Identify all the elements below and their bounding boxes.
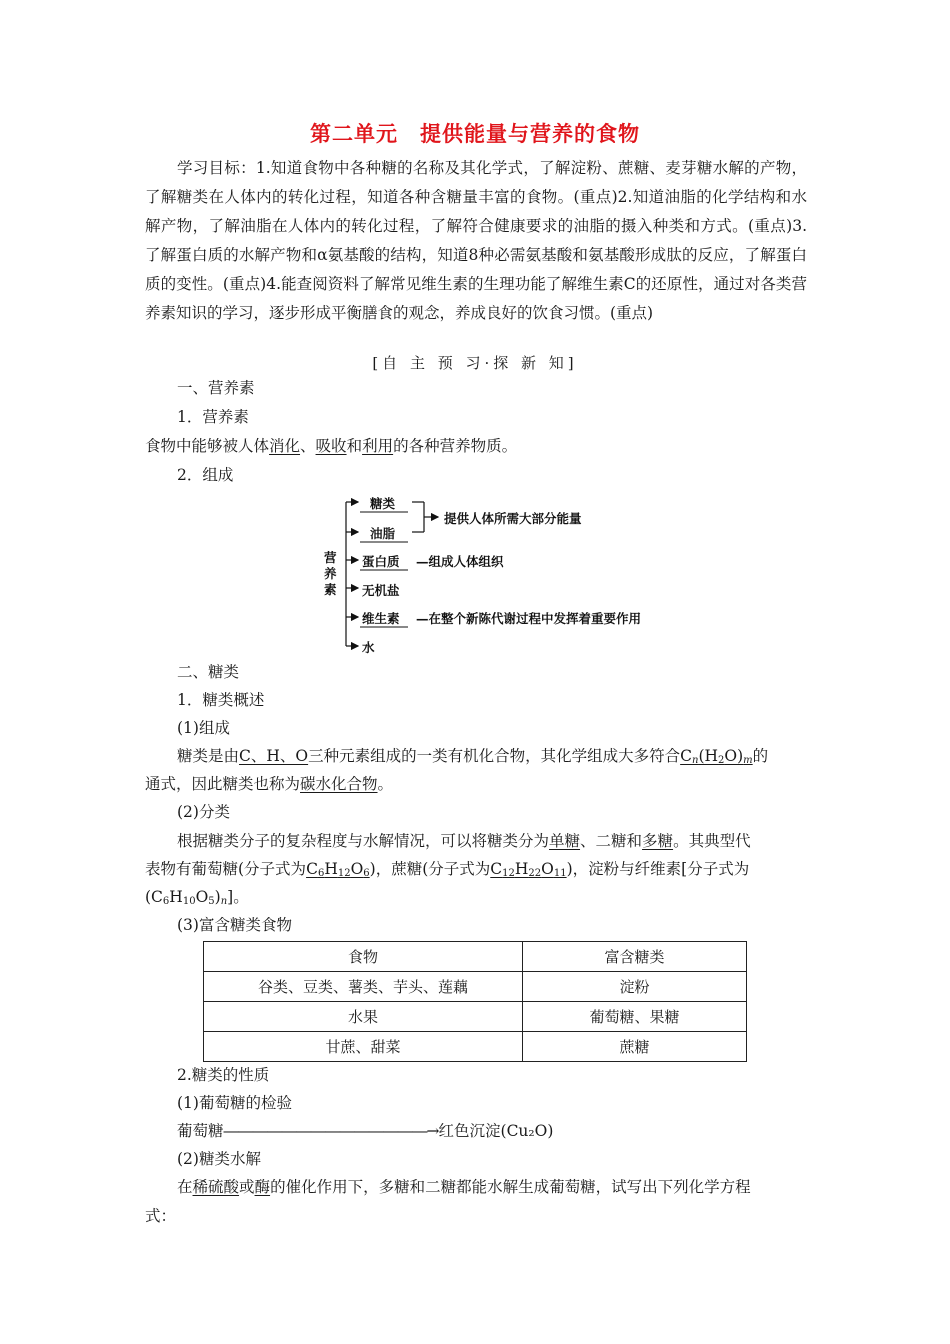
answer-glucose-formula: $C_6H_{12}O_6$ <box>306 860 370 879</box>
formula-part: C <box>680 747 692 765</box>
table-header-row <box>204 942 747 972</box>
answer-utilize: 利用 <box>362 437 394 455</box>
diagram-root-label <box>324 550 338 598</box>
subheading-classification: (2)分类 <box>177 803 230 821</box>
root-char: 养 <box>324 566 337 581</box>
text-span: 的各种营养物质。 <box>393 437 518 455</box>
hydrolysis-line-1 <box>177 1173 751 1202</box>
answer-dilute-acid: 稀硫酸 <box>192 1178 240 1196</box>
answer-carbohydrate: 碳水化合物 <box>300 775 378 793</box>
formula-sub: n <box>692 755 699 766</box>
diagram-item-minerals: 无机盐 <box>362 583 400 598</box>
subheading-composition: 2．组成 <box>177 466 234 484</box>
text-span: 在 <box>177 1178 193 1196</box>
hydrolysis-line-2: 式： <box>145 1207 177 1225</box>
text-span: )，淀粉与纤维素[分子式为 <box>566 860 750 878</box>
column-header: 富含糖类 <box>523 942 747 972</box>
subheading-sugar-properties: 2.糖类的性质 <box>177 1066 270 1084</box>
sugar-foods-table <box>203 941 747 1062</box>
table-cell: 蔗糖 <box>523 1032 747 1062</box>
formula-sub: 2 <box>718 755 725 766</box>
text-span: 根据糖类分子的复杂程度与水解情况，可以将糖类分为 <box>177 832 550 850</box>
text-span: 的催化作用下，多糖和二糖都能水解生成葡萄糖，试写出下列化学方程 <box>270 1178 751 1196</box>
table-cell: 甘蔗、甜菜 <box>204 1032 523 1062</box>
subheading-sugar-foods: (3)富含糖类食物 <box>177 916 292 934</box>
table-cell: 水果 <box>204 1002 523 1032</box>
root-char: 营 <box>324 550 337 565</box>
text-span: 、二糖和 <box>580 832 643 850</box>
heading-sugars: 二、糖类 <box>177 663 240 681</box>
subheading-sugar-overview: 1．糖类概述 <box>177 691 265 709</box>
diagram-note-vitamin: —在整个新陈代谢过程中发挥着重要作用 <box>416 611 642 626</box>
reaction-arrow: ――――――――――――――→ <box>223 1122 439 1140</box>
text-span: 通式，因此糖类也称为 <box>145 775 301 793</box>
answer-monosaccharide: 单糖 <box>549 832 581 850</box>
composition-sentence <box>177 742 768 771</box>
section-banner: [自 主 预 习·探 新 知] <box>372 354 578 372</box>
table-cell: 谷类、豆类、薯类、芋头、莲藕 <box>204 972 523 1002</box>
diagram-item-vitamins: 维生素 <box>362 611 400 626</box>
diagram-note-energy: 提供人体所需大部分能量 <box>444 511 582 526</box>
formula-part: (H <box>698 747 719 765</box>
nutrient-composition-diagram <box>320 488 680 658</box>
text-span: 食物中能够被人体 <box>145 437 270 455</box>
nutrient-definition <box>145 432 517 461</box>
answer-elements: C、H、O <box>239 747 309 765</box>
subheading-composition-1: (1)组成 <box>177 719 230 737</box>
text-span: 的 <box>752 747 769 765</box>
table-row <box>204 1002 747 1032</box>
page-title: 第二单元 提供能量与营养的食物 <box>310 122 640 146</box>
formula-sub: m <box>743 755 753 766</box>
classification-line-2 <box>145 855 749 884</box>
subheading-nutrient-def: 1．营养素 <box>177 408 249 426</box>
column-header: 食物 <box>204 942 523 972</box>
formula-part: O) <box>724 747 744 765</box>
diagram-note-protein: —组成人体组织 <box>416 554 504 569</box>
subheading-hydrolysis: (2)糖类水解 <box>177 1150 261 1168</box>
answer-sucrose-formula: $C_{12}H_{22}O_{11}$ <box>490 860 567 879</box>
text-span: 。 <box>377 775 394 793</box>
text-span: 葡萄糖 <box>177 1122 224 1140</box>
answer-general-formula <box>680 747 753 765</box>
text-span: 和 <box>346 437 363 455</box>
text-span: 红色沉淀(Cu₂O) <box>438 1122 554 1140</box>
table-row <box>204 1032 747 1062</box>
answer-enzyme: 酶 <box>254 1178 271 1196</box>
diagram-item-sugar: 糖类 <box>370 496 396 511</box>
text-span: )，蔗糖(分子式为 <box>369 860 491 878</box>
root-char: 素 <box>324 582 337 597</box>
subheading-glucose-test: (1)葡萄糖的检验 <box>177 1094 292 1112</box>
diagram-item-protein: 蛋白质 <box>362 554 400 569</box>
classification-line-1 <box>177 827 751 856</box>
glucose-test-line <box>177 1117 553 1146</box>
heading-nutrients: 一、营养素 <box>177 379 255 397</box>
text-span: 、 <box>300 437 316 455</box>
text-span: 糖类是由 <box>177 747 240 765</box>
text-span: 表物有葡萄糖(分子式为 <box>145 860 307 878</box>
answer-digest: 消化 <box>269 437 301 455</box>
answer-absorb: 吸收 <box>315 437 347 455</box>
table-cell: 葡萄糖、果糖 <box>523 1002 747 1032</box>
classification-line-3: $(C_6H_{10}O_5)_n$]。 <box>145 888 249 907</box>
table-row <box>204 972 747 1002</box>
answer-polysaccharide: 多糖 <box>642 832 674 850</box>
text-span: 三种元素组成的一类有机化合物，其化学组成大多符合 <box>308 747 681 765</box>
table-cell: 淀粉 <box>523 972 747 1002</box>
composition-sentence-cont <box>145 770 393 799</box>
learning-objectives: 学习目标：1.知道食物中各种糖的名称及其化学式，了解淀粉、蔗糖、麦芽糖水解的产物，了解糖类在人体内的转化过程，知道各种含糖量丰富的食物。(重点)2.知道油脂的化学结构和水解产物，了解油脂在人体内的转化过程，了解符合健康要求的油脂的摄入种类和方式。(重点)3.了解蛋白质的水解产物和α氨基酸的结构，知道8种必需氨基酸和氨基酸形成肽的反应，了解蛋白质的变性。(重点)4.能查阅资料了解常见维生素的生理功能了解维生素C的还原性，通过对各类营养素知识的学习，逐步形成平衡膳食的观念，养成良好的饮食习惯。(重点) <box>145 159 807 322</box>
diagram-item-water: 水 <box>362 640 375 655</box>
text-span: 或 <box>239 1178 255 1196</box>
diagram-item-fat: 油脂 <box>370 526 396 541</box>
text-span: 。其典型代 <box>673 832 751 850</box>
